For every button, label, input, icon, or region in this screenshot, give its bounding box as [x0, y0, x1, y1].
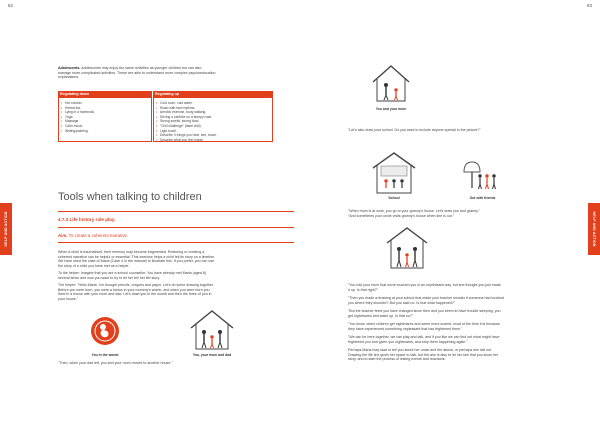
- text-line: it up. Is that right?": [348, 287, 378, 292]
- quote-school: "Let's also draw your school. Do you want to include anyone special in the picture?": [348, 128, 481, 132]
- regulating-down-list: [59, 98, 151, 133]
- caption-house: You, your mum and dad: [192, 353, 232, 357]
- section-title: 4.7.3 Life history role play.: [58, 217, 116, 222]
- list-item: • Calm music.: [65, 124, 151, 129]
- list-item: • "Chili challenge" (taste chili).: [160, 124, 272, 129]
- text-line: story, and to start the process of linking events and reactions.: [348, 357, 446, 362]
- regulating-up-list: [154, 98, 272, 142]
- list-item: • Massage.: [65, 119, 151, 124]
- adolescents-line: Adolescents may enjoy the same activities as younger children but can also: [81, 66, 202, 70]
- text-line: several times and now you want to try to let her tell her life story.: [58, 275, 161, 280]
- list-item: • Light touch.: [160, 129, 272, 134]
- table-column-regulating-down: [58, 97, 152, 142]
- house-family-illustration: [188, 308, 236, 350]
- caption-out-with-friends: Out with friends: [469, 196, 496, 200]
- quote-nightmares: [348, 322, 580, 331]
- side-tab-left: [0, 203, 12, 255]
- section-rule: [58, 227, 294, 228]
- paragraph-intro: [58, 250, 294, 268]
- text-line: the story of a child you have met as a helper.: [58, 263, 130, 268]
- text-line: coherent narrative can be helpful or essential. This exercise helps a child tell its story on a timeline.: [58, 254, 216, 259]
- adolescents-paragraph: [58, 66, 290, 80]
- text-line: frightened you and given you nightmares, and stop them happening again.": [348, 339, 468, 344]
- list-item: • Music with fast rhythms.: [160, 106, 272, 111]
- list-item: • Writing/painting.: [65, 129, 151, 134]
- list-item: • Herbal tea.: [65, 106, 151, 111]
- text-line: your house.": [58, 296, 79, 301]
- aim-line: [58, 233, 128, 238]
- text-line: Perhaps Maria may start to tell you about her uncle and the abuse, or perhaps she will not.: [348, 348, 493, 352]
- list-item: • Aerobic exercise, body walking.: [160, 110, 272, 115]
- side-tab-right: [588, 203, 600, 255]
- friends-illustration: [460, 158, 500, 192]
- aim-rule: [58, 242, 294, 243]
- caption-you-and-mum: You and your mum: [375, 107, 407, 111]
- quote-drawing-school: [348, 296, 580, 305]
- table-column-regulating-up: [153, 97, 273, 142]
- house-mum-illustration: [371, 64, 411, 102]
- list-item: • Describe what you feel inside.: [160, 138, 272, 143]
- title-rule: [58, 211, 294, 212]
- womb-illustration: [90, 316, 120, 346]
- text-line: To the helper: Imagine that you are a school counsellor. You have already met Maria (aged 8): [58, 271, 207, 275]
- list-item: • Describe 3 things you hear, see, touch.: [160, 133, 272, 138]
- text-line: "And sometimes your uncle visits granny's house when she is out.": [348, 213, 455, 218]
- quote-told-mum: [348, 283, 580, 292]
- paragraph-helper-quote: [58, 283, 294, 301]
- quote-together: [348, 335, 580, 344]
- paragraph-helper: [58, 271, 294, 280]
- school-illustration: [371, 150, 417, 194]
- text-line: "But the teacher feels you have changed since then and you seem to have trouble sleeping, you: [348, 309, 501, 313]
- text-line: they have experienced something unpleasant that has frightened them.": [348, 326, 463, 331]
- list-item: • Strong smells, strong food.: [160, 119, 272, 124]
- side-tab-left-label: HELP AND ACTION: [4, 211, 8, 247]
- table-header-regulating-up: Regulating up: [153, 91, 273, 97]
- text-line: The helper: "Hello Maria. I've brought pencils, crayons and paper. Let's do some drawing together.: [58, 283, 214, 287]
- paragraph-closing: [348, 348, 580, 362]
- tools-title: Tools when talking to children: [58, 191, 202, 203]
- quote-teacher: [348, 309, 580, 318]
- text-line: you where they shouldn't. But you said no. Is that what happened?": [348, 300, 456, 305]
- text-line: "When mum is at work, you go to your granny's house. Let's draw you and granny.": [348, 209, 480, 213]
- text-line: "You know, when children get nightmares and seem more scared, most of the time it is because: [348, 322, 500, 326]
- text-line: When a child is traumatised, their memory may become fragmented. Restoring or creating a: [58, 250, 205, 254]
- text-line: get nightmares and wake up. Is that so?": [348, 313, 414, 318]
- text-line: "You told your mum that uncle touched you in an unpleasant way, but she thought you just made: [348, 283, 501, 287]
- figure-child: [210, 335, 213, 348]
- page-number-right: 83: [586, 3, 592, 8]
- list-item: • Driving a car/bike on a bumpy road.: [160, 115, 272, 120]
- granny-house-illustration: [385, 225, 429, 269]
- caption-school: School: [388, 196, 400, 200]
- list-item: • Lying in a hammock.: [65, 110, 151, 115]
- text-line: Drawing the life line gives her space to talk, but the aim is also to let her see that you know her: [348, 352, 499, 357]
- list-item: • Hot shower.: [65, 101, 151, 106]
- adolescents-line: explanations.: [58, 75, 80, 80]
- text-line: We have used the case of Maria (Case 4 in the manual) to illustrate this. If you prefer, you can use: [58, 259, 215, 264]
- table-header-regulating-down: Regulating down: [58, 91, 152, 97]
- list-item: • Yoga.: [65, 115, 151, 120]
- aim-label: Aim.: [58, 233, 68, 238]
- figure-dad: [202, 330, 206, 348]
- text-line: lived in a house with your mum and dad. Let's draw you in the womb and then the three of you in: [58, 292, 212, 297]
- adolescents-line: manage more complicated activities. These are able to understand more complex psychoeducation: [58, 70, 216, 75]
- text-line: "We can be here together, we can play and talk, and if you like we can find out what might have: [348, 335, 500, 339]
- paragraph-moved: "Then, when your dad left, you and your mum moved to another house.": [58, 361, 173, 365]
- text-line: "Then you made a drawing at your school that made your teacher wonder if someone had touched: [348, 296, 505, 300]
- page-number-left: 82: [8, 3, 14, 8]
- figure-mum: [218, 330, 222, 348]
- caption-womb: You in the womb: [91, 353, 119, 357]
- adolescents-bold: Adolescents.: [58, 66, 81, 70]
- aim-text: To create a coherent narrative.: [68, 233, 129, 238]
- text-line: Before you were born, you were a foetus in your mummy's womb, and when you were born you: [58, 287, 210, 292]
- side-tab-right-label: HELP AND ACTION: [592, 211, 596, 247]
- quote-granny: [348, 209, 580, 218]
- list-item: • Cold room, cold water.: [160, 101, 272, 106]
